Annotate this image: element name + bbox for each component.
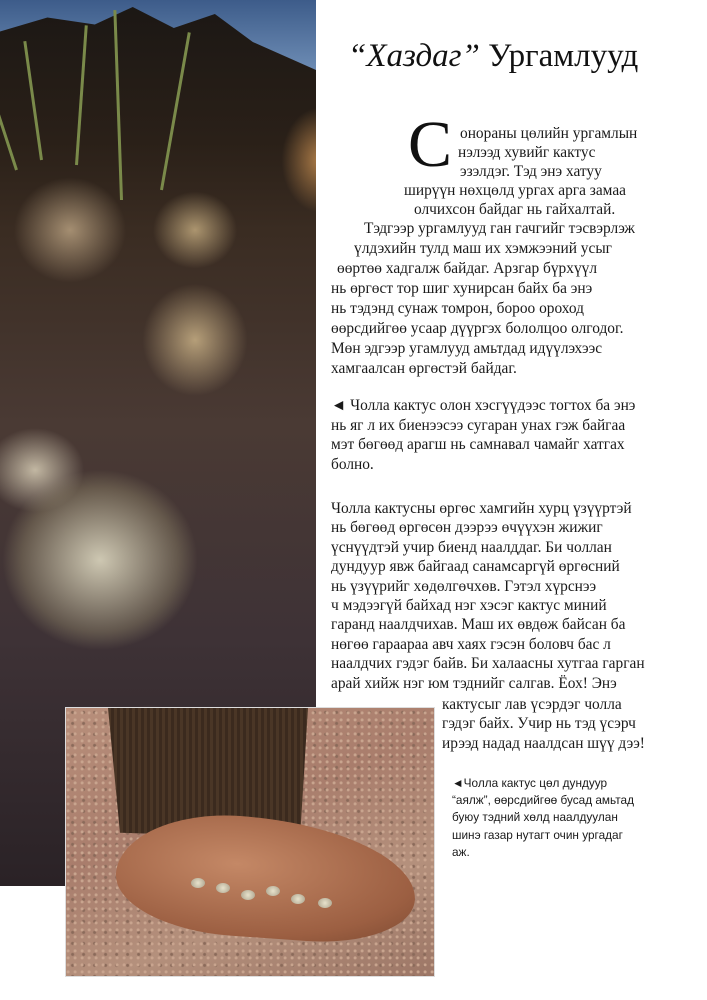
ocotillo-stem [160,32,191,190]
intro-line: нь тэдэнд сунаж томрон, бороо ороход [331,300,584,317]
story-line: нь үзүүрийг хөдөлгөчхөв. Гэтэл хүрснээ [331,577,597,595]
story-ending [442,695,692,753]
intro-line: онораны цөлийн ургамлын [460,125,638,142]
caption-line: мэт бөгөөд арагш нь самнавал чамайг хатгах [331,436,625,454]
story-line: нь бөгөөд өргөсөн дээрээ өчүүхэн жижиг [331,519,603,537]
intro-line: ширүүн нөхцөлд ургах арга замаа [404,182,626,199]
drop-cap: С [408,108,453,181]
photo-caption-bottom [452,775,682,861]
intro-line: Тэдгээр ургамлууд ган гачгийг тэсвэрлэж [364,220,635,237]
story-line: кактусыг лав үсэрдэг чолла [442,696,622,713]
intro-line: өөрсдийгөө усаар дүүргэх бололцоо олгодог. [331,320,624,337]
intro-line: олчихсон байдаг нь гайхалтай. [414,201,616,218]
boot-photo [65,707,435,977]
cactus-burr [266,886,280,896]
cactus-burr [241,890,255,900]
intro-line: хамгаалсан өргөстэй байдаг. [331,360,517,377]
caption-line: шинэ газар нутагт очин ургадаг [452,827,623,842]
cactus-burr [216,883,230,893]
intro-line: үлдэхийн тулд маш их хэмжээний усыг [354,240,612,257]
caption-line: нь яг л их биенээсээ сугаран унах гэж байгаа [331,416,626,434]
cactus-burr [291,894,305,904]
cactus-burr [318,898,332,908]
intro-line: эзэлдэг. Тэд энэ хатуу [460,163,602,180]
page-title [348,38,688,75]
caption-line: “аялж”, өөрсдийгөө бусад амьтад [452,793,634,808]
ocotillo-stem [23,41,43,160]
story-line: арай хийж нэг юм тэднийг салгав. Ёох! Энэ [331,674,617,692]
intro-line: өөртөө хадгалж байдаг. Арзгар бүрхүүл [337,260,598,277]
ocotillo-stem [0,84,18,171]
cactus-burr [191,878,205,888]
ocotillo-stem [75,25,88,165]
story-line: гэдэг байх. Учир нь тэд үсэрч [442,715,636,733]
caption-line: буюу тэдний хөлд наалдуулан [452,810,618,825]
story-line: наалдчих гэдэг байв. Би халаасны хутгаа гарган [331,655,645,673]
caption-line: аж. [452,844,470,859]
story-line: дундуур явж байгаад санамсаргүй өргөсний [331,558,620,576]
photo-caption-top [331,396,681,474]
caption-line: ◄ Чолла кактус олон хэсгүүдээс тогтох ба энэ [331,397,636,414]
caption-line: болно. [331,455,374,473]
story-line: гаранд наалдчихав. Маш их өвдөж байсан ба [331,616,626,634]
photo-sky [0,0,316,70]
story-line: ч мэдээгүй байхад нэг хэсэг кактус миний [331,597,607,615]
boot [112,808,420,949]
story-line: Чолла кактусны өргөс хамгийн хурц үзүүртэй [331,500,632,517]
intro-line: нь өргөст тор шиг хунирсан байх ба энэ [331,280,593,297]
title-quoted-word: “Хаздаг” [348,38,480,74]
story-line: үснүүдтэй учир биенд наалддаг. Би чоллан [331,538,612,556]
story-paragraph [331,499,691,693]
title-rest: Ургамлууд [479,38,639,74]
story-line: ирээд надад наалдсан шүү дээ! [442,734,645,752]
intro-line: нэлээд хувийг кактус [458,144,596,161]
story-line: нөгөө гараараа авч хаях гэсэн боловч бас л [331,635,611,653]
ocotillo-stem [113,10,123,200]
intro-line: Мөн эдгээр угамлууд амьтдад идүүлэхээс [331,340,603,357]
caption-line: ◄Чолла кактус цөл дундуур [452,776,608,790]
